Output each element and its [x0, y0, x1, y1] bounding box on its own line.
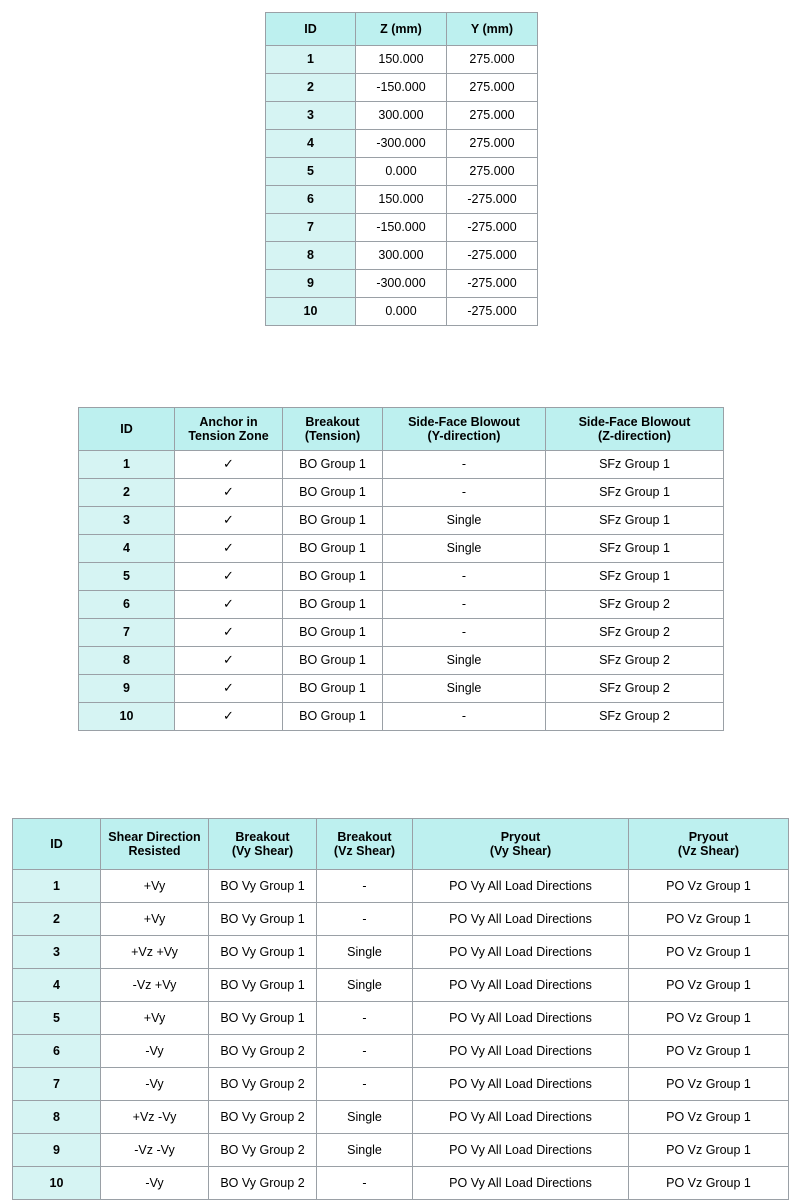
cell-id: 1 [79, 451, 175, 479]
cell-sfb-y: - [383, 703, 546, 731]
header-line-2: (Z-direction) [598, 429, 671, 443]
cell-id: 3 [13, 936, 101, 969]
cell-id: 7 [13, 1068, 101, 1101]
cell-pryout-vz: PO Vz Group 1 [629, 969, 789, 1002]
cell-sfb-z: SFz Group 2 [546, 619, 724, 647]
table-row [13, 1101, 789, 1134]
cell-tension-zone: ✓ [175, 507, 283, 535]
cell-pryout-vy: PO Vy All Load Directions [413, 1002, 629, 1035]
cell-breakout-tension: BO Group 1 [283, 507, 383, 535]
cell-z: -300.000 [356, 270, 447, 298]
header-line-2: (Vy Shear) [231, 844, 294, 858]
table-row [266, 186, 538, 214]
column-header-pryout-vz [629, 819, 789, 870]
cell-id: 10 [13, 1167, 101, 1200]
cell-sfb-z: SFz Group 2 [546, 647, 724, 675]
cell-sfb-y: Single [383, 507, 546, 535]
column-header-id [13, 819, 101, 870]
table-row [266, 158, 538, 186]
table-row [266, 214, 538, 242]
cell-breakout-tension: BO Group 1 [283, 675, 383, 703]
column-header-sfb-y [383, 408, 546, 451]
cell-sfb-z: SFz Group 1 [546, 563, 724, 591]
cell-sfb-z: SFz Group 2 [546, 703, 724, 731]
cell-breakout-vz: - [317, 870, 413, 903]
cell-z: 300.000 [356, 102, 447, 130]
cell-shear-direction: -Vz -Vy [101, 1134, 209, 1167]
cell-pryout-vy: PO Vy All Load Directions [413, 1167, 629, 1200]
cell-breakout-vz: - [317, 1167, 413, 1200]
column-header-breakout-vz [317, 819, 413, 870]
cell-pryout-vz: PO Vz Group 1 [629, 1167, 789, 1200]
cell-id: 6 [79, 591, 175, 619]
header-line-1: Breakout [337, 829, 392, 844]
cell-y: -275.000 [447, 242, 538, 270]
header-row [79, 408, 724, 451]
table-row [266, 270, 538, 298]
cell-id: 2 [79, 479, 175, 507]
header-line-1: Anchor in [199, 414, 258, 429]
cell-shear-direction: +Vy [101, 903, 209, 936]
cell-pryout-vy: PO Vy All Load Directions [413, 1101, 629, 1134]
cell-z: 300.000 [356, 242, 447, 270]
table-row [13, 1002, 789, 1035]
cell-sfb-y: - [383, 479, 546, 507]
table-row [79, 591, 724, 619]
cell-breakout-vy: BO Vy Group 1 [209, 1002, 317, 1035]
cell-breakout-tension: BO Group 1 [283, 479, 383, 507]
cell-id: 4 [13, 969, 101, 1002]
table-body [266, 46, 538, 326]
cell-breakout-vz: - [317, 1035, 413, 1068]
column-header-breakout-tension [283, 408, 383, 451]
table-body [13, 870, 789, 1200]
cell-breakout-vz: - [317, 1068, 413, 1101]
cell-id: 1 [13, 870, 101, 903]
cell-pryout-vz: PO Vz Group 1 [629, 870, 789, 903]
cell-id: 3 [266, 102, 356, 130]
table-header [266, 13, 538, 46]
table-row [79, 619, 724, 647]
cell-shear-direction: -Vy [101, 1035, 209, 1068]
cell-sfb-y: Single [383, 647, 546, 675]
table-row [13, 1167, 789, 1200]
cell-tension-zone: ✓ [175, 619, 283, 647]
table-row [13, 1068, 789, 1101]
cell-breakout-vy: BO Vy Group 2 [209, 1068, 317, 1101]
table-body [79, 451, 724, 731]
cell-pryout-vz: PO Vz Group 1 [629, 1134, 789, 1167]
cell-id: 8 [266, 242, 356, 270]
table-row [266, 130, 538, 158]
cell-shear-direction: -Vy [101, 1167, 209, 1200]
cell-tension-zone: ✓ [175, 451, 283, 479]
column-header-tension-zone [175, 408, 283, 451]
header-line-1: Breakout [235, 829, 290, 844]
column-header-sfb-z [546, 408, 724, 451]
cell-y: -275.000 [447, 270, 538, 298]
cell-id: 9 [13, 1134, 101, 1167]
cell-breakout-vz: Single [317, 1101, 413, 1134]
column-header-id [79, 408, 175, 451]
header-line-1: ID [120, 421, 133, 436]
cell-id: 2 [266, 74, 356, 102]
cell-z: -150.000 [356, 74, 447, 102]
header-line-2: (Vz Shear) [677, 844, 740, 858]
cell-z: -150.000 [356, 214, 447, 242]
cell-breakout-tension: BO Group 1 [283, 535, 383, 563]
cell-sfb-z: SFz Group 1 [546, 479, 724, 507]
cell-y: 275.000 [447, 46, 538, 74]
table-row [79, 479, 724, 507]
cell-tension-zone: ✓ [175, 591, 283, 619]
cell-shear-direction: -Vy [101, 1068, 209, 1101]
cell-breakout-vy: BO Vy Group 1 [209, 903, 317, 936]
header-row [266, 13, 538, 46]
cell-breakout-tension: BO Group 1 [283, 563, 383, 591]
cell-pryout-vy: PO Vy All Load Directions [413, 936, 629, 969]
cell-tension-zone: ✓ [175, 647, 283, 675]
header-line-1: Side-Face Blowout [578, 414, 691, 429]
table-row [266, 242, 538, 270]
cell-breakout-vy: BO Vy Group 2 [209, 1101, 317, 1134]
cell-breakout-vz: Single [317, 969, 413, 1002]
cell-y: -275.000 [447, 214, 538, 242]
table-row [13, 969, 789, 1002]
table-row [79, 563, 724, 591]
table-row [13, 1134, 789, 1167]
cell-pryout-vy: PO Vy All Load Directions [413, 969, 629, 1002]
cell-shear-direction: -Vz +Vy [101, 969, 209, 1002]
cell-sfb-z: SFz Group 1 [546, 451, 724, 479]
cell-z: -300.000 [356, 130, 447, 158]
cell-y: 275.000 [447, 74, 538, 102]
cell-tension-zone: ✓ [175, 703, 283, 731]
cell-pryout-vz: PO Vz Group 1 [629, 1101, 789, 1134]
table-row [79, 703, 724, 731]
table-row [266, 298, 538, 326]
cell-tension-zone: ✓ [175, 563, 283, 591]
cell-id: 2 [13, 903, 101, 936]
cell-tension-zone: ✓ [175, 675, 283, 703]
header-line-1: Side-Face Blowout [408, 414, 520, 429]
cell-id: 8 [79, 647, 175, 675]
cell-pryout-vy: PO Vy All Load Directions [413, 903, 629, 936]
cell-tension-zone: ✓ [175, 535, 283, 563]
header-line-2: Resisted [128, 844, 181, 858]
column-header-z: Z (mm) [356, 13, 447, 46]
table-row [79, 451, 724, 479]
table-row [266, 74, 538, 102]
cell-pryout-vy: PO Vy All Load Directions [413, 870, 629, 903]
cell-breakout-tension: BO Group 1 [283, 451, 383, 479]
cell-id: 3 [79, 507, 175, 535]
tension-checks-table [78, 407, 724, 731]
cell-id: 6 [13, 1035, 101, 1068]
cell-shear-direction: +Vz -Vy [101, 1101, 209, 1134]
cell-pryout-vz: PO Vz Group 1 [629, 1002, 789, 1035]
cell-id: 10 [79, 703, 175, 731]
column-header-pryout-vy [413, 819, 629, 870]
cell-breakout-tension: BO Group 1 [283, 647, 383, 675]
table-row [13, 903, 789, 936]
cell-y: 275.000 [447, 102, 538, 130]
header-line-1: Shear Direction [108, 829, 201, 844]
cell-breakout-vz: Single [317, 1134, 413, 1167]
cell-pryout-vz: PO Vz Group 1 [629, 1035, 789, 1068]
cell-sfb-y: - [383, 619, 546, 647]
cell-pryout-vy: PO Vy All Load Directions [413, 1035, 629, 1068]
cell-y: -275.000 [447, 298, 538, 326]
table-row [13, 870, 789, 903]
cell-sfb-y: - [383, 591, 546, 619]
header-line-2: (Tension) [304, 429, 361, 443]
cell-breakout-vz: - [317, 1002, 413, 1035]
cell-shear-direction: +Vy [101, 1002, 209, 1035]
cell-id: 10 [266, 298, 356, 326]
cell-id: 5 [79, 563, 175, 591]
cell-breakout-vy: BO Vy Group 1 [209, 870, 317, 903]
header-line-1: ID [50, 836, 63, 851]
cell-id: 7 [266, 214, 356, 242]
header-line-2: (Vy Shear) [489, 844, 552, 858]
cell-sfb-y: - [383, 451, 546, 479]
cell-breakout-vy: BO Vy Group 1 [209, 969, 317, 1002]
cell-id: 4 [79, 535, 175, 563]
cell-id: 9 [266, 270, 356, 298]
cell-pryout-vy: PO Vy All Load Directions [413, 1134, 629, 1167]
table-row [266, 46, 538, 74]
cell-breakout-tension: BO Group 1 [283, 619, 383, 647]
table-row [79, 647, 724, 675]
cell-breakout-vz: Single [317, 936, 413, 969]
cell-y: -275.000 [447, 186, 538, 214]
column-header-y: Y (mm) [447, 13, 538, 46]
cell-id: 7 [79, 619, 175, 647]
cell-sfb-y: - [383, 563, 546, 591]
cell-pryout-vz: PO Vz Group 1 [629, 1068, 789, 1101]
cell-y: 275.000 [447, 158, 538, 186]
cell-breakout-vz: - [317, 903, 413, 936]
cell-sfb-z: SFz Group 2 [546, 591, 724, 619]
header-row [13, 819, 789, 870]
cell-breakout-vy: BO Vy Group 1 [209, 936, 317, 969]
cell-breakout-vy: BO Vy Group 2 [209, 1035, 317, 1068]
cell-z: 150.000 [356, 186, 447, 214]
shear-checks-table [12, 818, 789, 1200]
column-header-id: ID [266, 13, 356, 46]
column-header-shear-direction [101, 819, 209, 870]
table-row [13, 936, 789, 969]
header-line-2: Tension Zone [188, 429, 269, 443]
cell-id: 6 [266, 186, 356, 214]
cell-z: 0.000 [356, 298, 447, 326]
cell-breakout-tension: BO Group 1 [283, 591, 383, 619]
table-row [79, 535, 724, 563]
cell-sfb-z: SFz Group 1 [546, 535, 724, 563]
header-line-1: Breakout [305, 414, 360, 429]
cell-id: 9 [79, 675, 175, 703]
cell-pryout-vy: PO Vy All Load Directions [413, 1068, 629, 1101]
table-row [79, 675, 724, 703]
table-header [13, 819, 789, 870]
cell-sfb-y: Single [383, 675, 546, 703]
header-line-1: Pryout [688, 829, 729, 844]
header-line-2: (Y-direction) [427, 429, 501, 443]
table-header [79, 408, 724, 451]
cell-shear-direction: +Vz +Vy [101, 936, 209, 969]
cell-pryout-vz: PO Vz Group 1 [629, 936, 789, 969]
column-header-breakout-vy [209, 819, 317, 870]
cell-z: 150.000 [356, 46, 447, 74]
cell-breakout-vy: BO Vy Group 2 [209, 1134, 317, 1167]
cell-id: 4 [266, 130, 356, 158]
table-row [13, 1035, 789, 1068]
table-row [79, 507, 724, 535]
header-line-1: Pryout [500, 829, 541, 844]
cell-sfb-z: SFz Group 2 [546, 675, 724, 703]
header-line-2: (Vz Shear) [333, 844, 396, 858]
cell-tension-zone: ✓ [175, 479, 283, 507]
cell-y: 275.000 [447, 130, 538, 158]
cell-breakout-tension: BO Group 1 [283, 703, 383, 731]
cell-sfb-y: Single [383, 535, 546, 563]
cell-z: 0.000 [356, 158, 447, 186]
cell-id: 1 [266, 46, 356, 74]
cell-sfb-z: SFz Group 1 [546, 507, 724, 535]
table-row [266, 102, 538, 130]
cell-breakout-vy: BO Vy Group 2 [209, 1167, 317, 1200]
cell-id: 8 [13, 1101, 101, 1134]
cell-pryout-vz: PO Vz Group 1 [629, 903, 789, 936]
cell-shear-direction: +Vy [101, 870, 209, 903]
cell-id: 5 [13, 1002, 101, 1035]
cell-id: 5 [266, 158, 356, 186]
anchor-coordinates-table [265, 12, 538, 326]
